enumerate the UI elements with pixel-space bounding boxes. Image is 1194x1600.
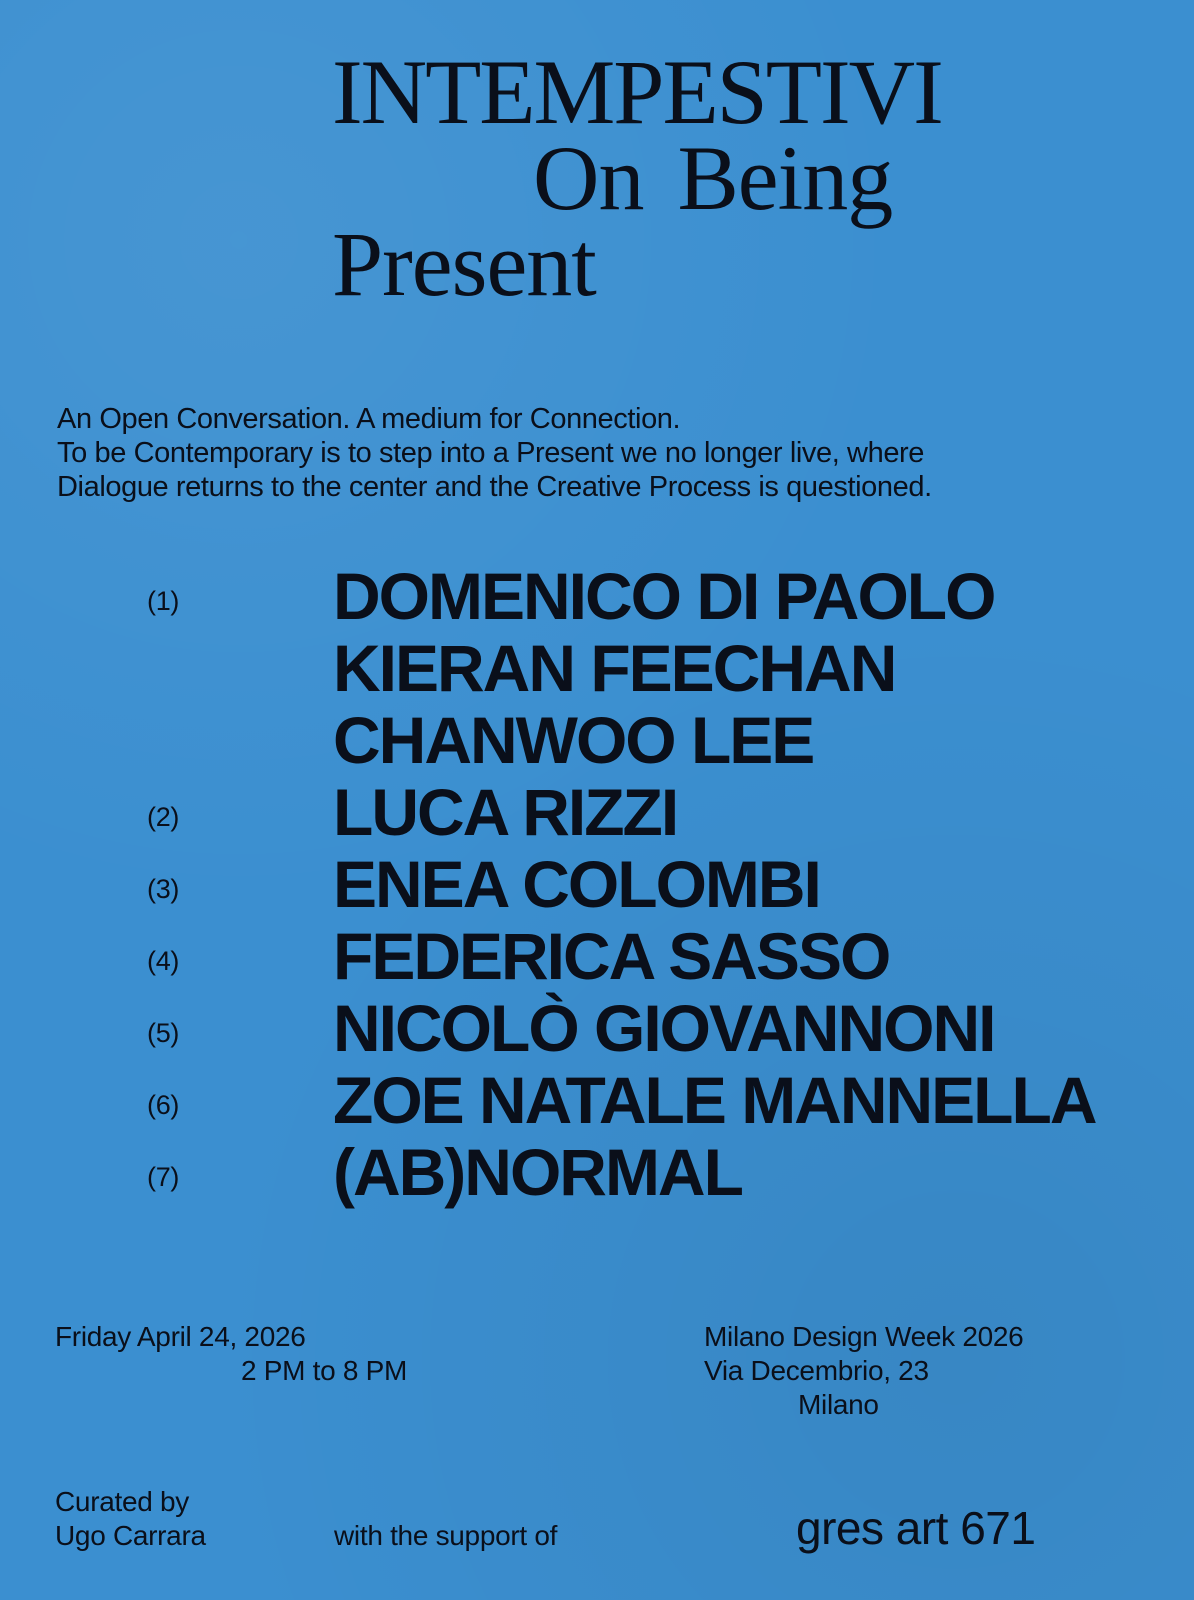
speaker-row: [0, 560, 1194, 632]
speaker-name: ZOE NATALE MANNELLA: [333, 1063, 1096, 1137]
speaker-row: [0, 920, 1194, 992]
curated-by-label: Curated by: [55, 1486, 189, 1517]
speaker-row: [0, 1136, 1194, 1208]
speaker-row: [0, 776, 1194, 848]
speaker-name: DOMENICO DI PAOLO: [333, 559, 995, 633]
speaker-number: (4): [147, 946, 180, 976]
venue-address: Via Decembrio, 23: [704, 1355, 929, 1386]
intro-line-3: Dialogue returns to the center and the Creative Process is questioned.: [57, 471, 932, 503]
sponsor-name: gres art 671: [796, 1502, 1036, 1554]
speaker-row: [0, 632, 1194, 704]
speaker-number: (5): [147, 1018, 180, 1048]
title-line-2: On Being: [533, 127, 893, 229]
speaker-row: [0, 848, 1194, 920]
speaker-row: [0, 992, 1194, 1064]
intro-text: [57, 402, 932, 504]
speaker-number: (1): [147, 586, 180, 616]
speaker-name: NICOLÒ GIOVANNONI: [333, 991, 995, 1065]
intro-line-2: To be Contemporary is to step into a Present we no longer live, where: [57, 437, 925, 469]
title-line-1: INTEMPESTIVI: [332, 41, 942, 143]
speaker-name: LUCA RIZZI: [333, 775, 678, 849]
speaker-name: ENEA COLOMBI: [333, 847, 820, 921]
speaker-number: (3): [147, 874, 180, 904]
speaker-row: [0, 1064, 1194, 1136]
title-line-3: Present: [332, 213, 596, 315]
curator-name: Ugo Carrara: [55, 1520, 206, 1551]
support-label: with the support of: [334, 1520, 558, 1551]
speaker-name: (AB)NORMAL: [333, 1135, 742, 1209]
intro-line-1: An Open Conversation. A medium for Connection.: [57, 403, 681, 435]
speaker-number: (6): [147, 1090, 180, 1120]
venue-city: Milano: [798, 1389, 879, 1420]
event-date: Friday April 24, 2026: [55, 1321, 306, 1352]
speaker-number: (7): [147, 1162, 180, 1192]
speaker-name: FEDERICA SASSO: [333, 919, 890, 993]
event-time: 2 PM to 8 PM: [241, 1355, 408, 1386]
speaker-row: [0, 704, 1194, 776]
speaker-name: CHANWOO LEE: [333, 703, 814, 777]
speaker-name: KIERAN FEECHAN: [333, 631, 896, 705]
event-name: Milano Design Week 2026: [704, 1321, 1024, 1352]
speaker-number: (2): [147, 802, 180, 832]
